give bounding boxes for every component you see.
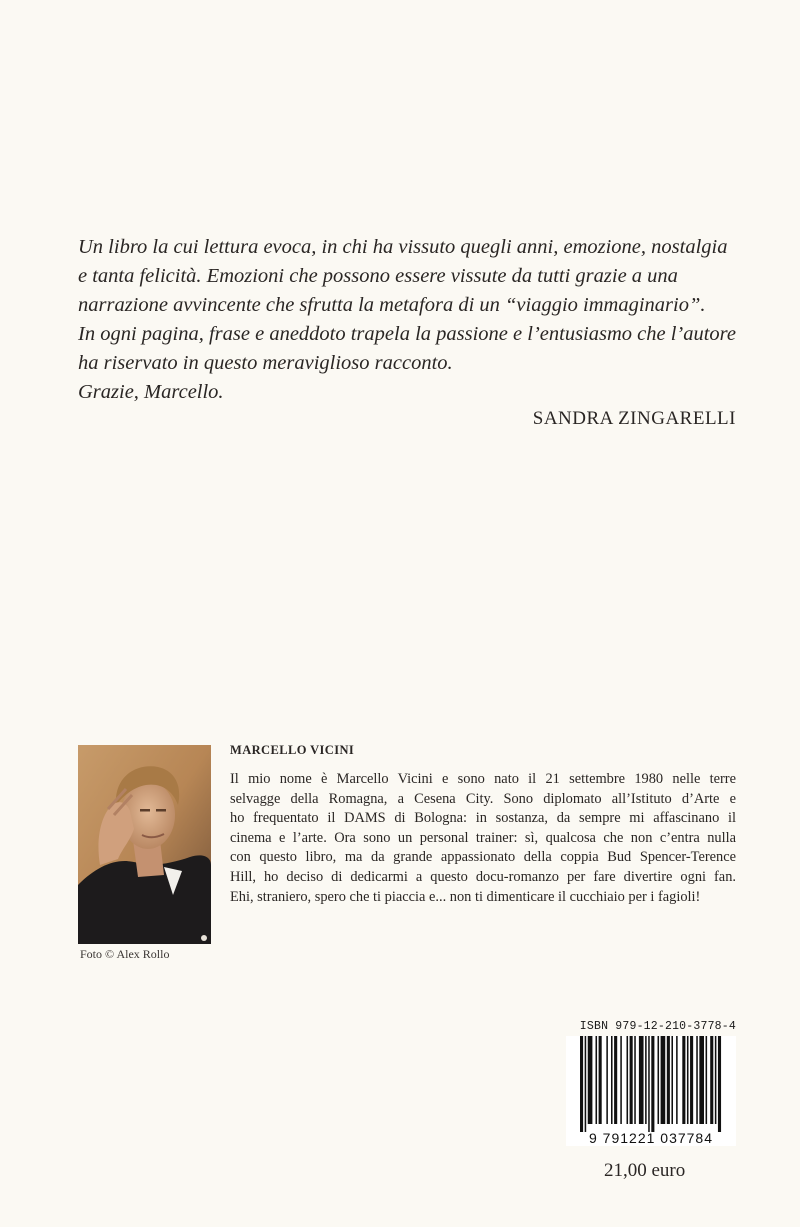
quote-line: In ogni pagina, frase e aneddoto trapela la passione e l’entusiasmo che l’autore (78, 323, 737, 345)
price: 21,00 euro (604, 1160, 686, 1181)
bio-line: Il mio nome è Marcello Vicini e sono nato il 21 settembre 1980 nelle terre (230, 771, 736, 787)
quote-line: ha riservato in questo meraviglioso racconto. (78, 352, 453, 374)
author-biography (230, 770, 736, 907)
photo-credit: Foto © Alex Rollo (80, 947, 170, 961)
bio-line: Ehi, straniero, spero che ti piaccia e... non ti dimenticare il cucchiaio per i fagioli! (230, 888, 701, 905)
bio-line: Hill, ho deciso di dedicarmi a questo docu-romanzo per fare divertire ogni fan. (230, 868, 736, 885)
barcode-digits: 9 791221 037784 (589, 1130, 713, 1146)
quote-line: e tanta felicità. Emozioni che possono essere vissute da tutti grazie a una (78, 265, 678, 287)
isbn-barcode (566, 1020, 736, 1146)
barcode-icon (566, 1036, 736, 1146)
quote-line: Grazie, Marcello. (78, 381, 224, 403)
quote-line: narrazione avvincente che sfrutta la metafora di un “viaggio immaginario”. (78, 294, 706, 316)
bio-line: con questo libro, ma da grande appassionato della coppia Bud Spencer-Terence (230, 849, 736, 866)
isbn-number: ISBN 979-12-210-3778-4 (579, 1020, 736, 1033)
bio-line: ho frequentato il DAMS di Bologna: in sostanza, da sempre mi affascinano il (230, 810, 736, 827)
back-cover-quote (78, 233, 737, 407)
bio-line: selvagge della Romagna, a Cesena City. Sono diplomato all’Istituto d’Arte e (230, 790, 736, 807)
quote-line: Un libro la cui lettura evoca, in chi ha vissuto quegli anni, emozione, nostalgia (78, 236, 728, 258)
bio-line: cinema e l’arte. Ora sono un personal trainer: sì, qualcosa che non c’entra nulla (230, 829, 736, 846)
quote-author: SANDRA ZINGARELLI (532, 408, 736, 429)
author-name: MARCELLO VICINI (230, 743, 355, 757)
author-photo (78, 745, 211, 944)
